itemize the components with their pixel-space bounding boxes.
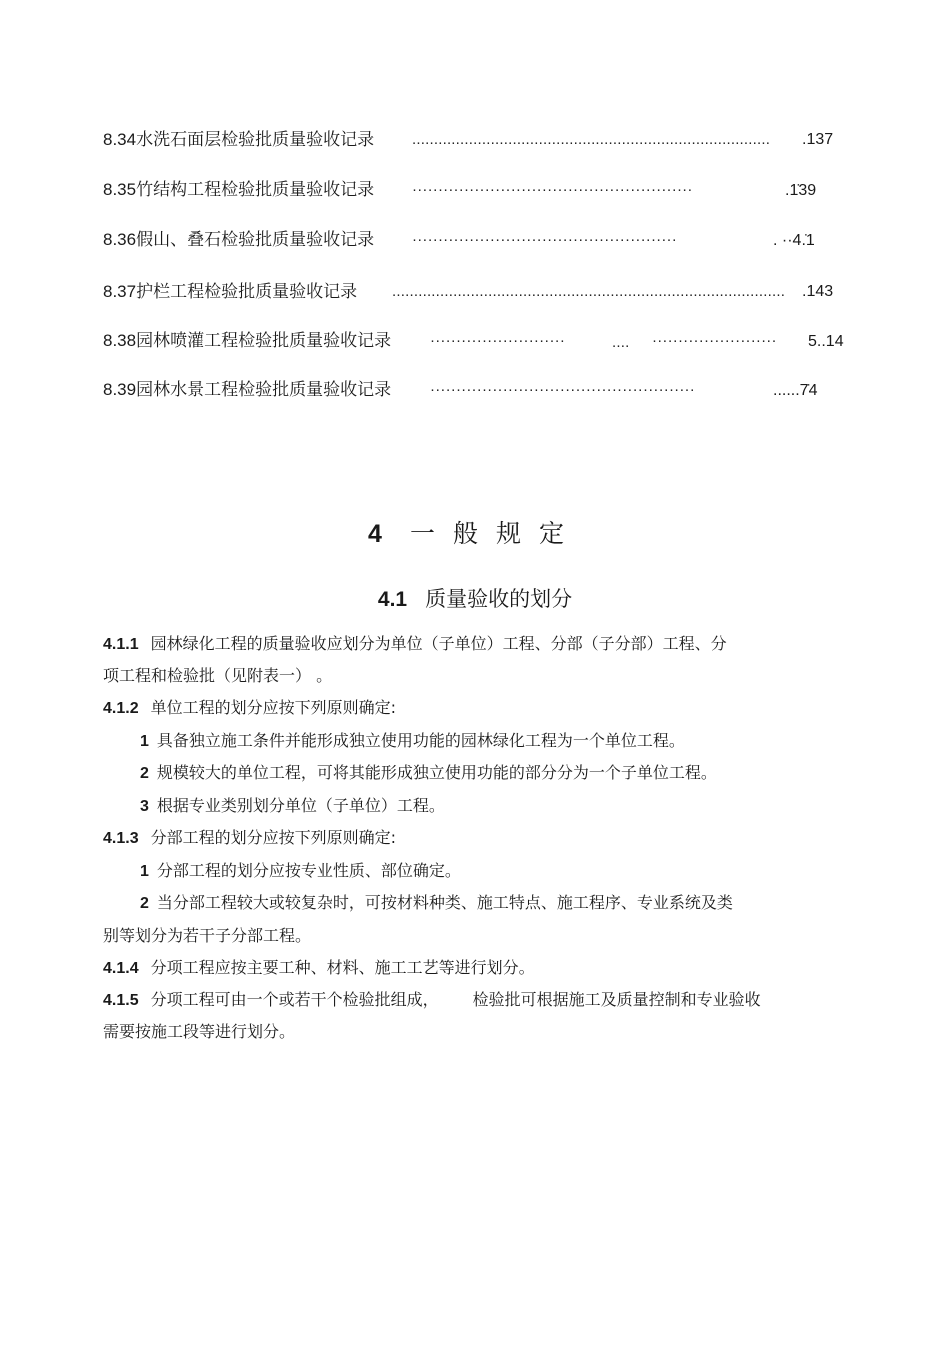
clause-text: 项工程和检验批（见附表一） 。 — [103, 666, 333, 685]
clause-text: 分部工程的划分应按下列原则确定: — [150, 828, 396, 847]
item-text: 当分部工程较大或较复杂时，可按材料种类、施工特点、施工程序、专业系统及类 — [156, 893, 733, 912]
toc-entry-8-34[interactable] — [103, 128, 374, 152]
toc-page-number: .137 — [802, 131, 834, 148]
toc-leader: .................................................................................. — [412, 131, 771, 148]
toc-title: 园林水景工程检验批质量验收记录 — [136, 380, 392, 400]
clause-4-1-3-item-1 — [140, 855, 870, 888]
toc-number: 8.34 — [103, 130, 137, 149]
toc-leader: .......................................................................................... — [392, 283, 786, 300]
item-text: 具备独立施工条件并能形成独立使用功能的园林绿化工程为一个单位工程。 — [156, 731, 685, 750]
item-text: 规模较大的单位工程，可将其能形成独立使用功能的部分分为一个子单位工程。 — [156, 763, 717, 782]
item-number: 1 — [140, 863, 149, 880]
clause-4-1-3-item-2-cont — [103, 920, 833, 952]
clause-4-1-1 — [103, 628, 833, 661]
chapter-title: 一般规定 — [409, 519, 582, 548]
toc-leader-mid: .... — [612, 334, 630, 351]
clause-number: 4.1.5 — [103, 992, 139, 1009]
section-heading — [0, 583, 950, 613]
toc-leader: ·························· — [430, 332, 566, 349]
toc-leader: ··················································· — [430, 381, 695, 398]
toc-entry-8-35[interactable] — [103, 178, 374, 202]
item-text: 根据专业类别划分单位（子单位）工程。 — [156, 796, 445, 815]
toc-page-number: ......7̇4 — [773, 382, 818, 399]
toc-page-number: . ··4.̇1 — [773, 232, 815, 249]
item-text: 分部工程的划分应按专业性质、部位确定。 — [156, 861, 461, 880]
clause-text: 单位工程的划分应按下列原则确定: — [150, 698, 396, 717]
clause-number: 4.1.1 — [103, 636, 139, 653]
toc-number: 8.38 — [103, 331, 137, 350]
toc-leader: ························ — [652, 332, 777, 349]
clause-4-1-2 — [103, 692, 833, 725]
toc-title: 护栏工程检验批质量验收记录 — [136, 282, 358, 302]
clause-4-1-5 — [103, 984, 833, 1017]
toc-entry-8-38[interactable] — [103, 329, 391, 353]
toc-entry-8-36[interactable] — [103, 228, 374, 252]
toc-page-number: .143 — [802, 283, 834, 300]
toc-title: 假山、叠石检验批质量验收记录 — [136, 230, 375, 250]
section-number: 4.1 — [377, 588, 408, 611]
toc-page-number: .1̇39 — [785, 182, 817, 199]
clause-text: 检验批可根据施工及质量控制和专业验收 — [472, 990, 761, 1009]
clause-text: 需要按施工段等进行划分。 — [103, 1022, 296, 1041]
toc-number: 8.39 — [103, 380, 137, 399]
clause-text: 分项工程应按主要工种、材料、施工工艺等进行划分。 — [150, 958, 535, 977]
clause-4-1-2-item-3 — [140, 790, 870, 823]
toc-title: 竹结构工程检验批质量验收记录 — [136, 180, 375, 200]
toc-number: 8.35 — [103, 180, 137, 199]
toc-title: 水洗石面层检验批质量验收记录 — [136, 130, 375, 150]
clause-4-1-4 — [103, 952, 833, 985]
toc-title: 园林喷灌工程检验批质量验收记录 — [136, 331, 392, 351]
item-number: 1 — [140, 733, 149, 750]
section-title: 质量验收的划分 — [425, 587, 573, 611]
item-number: 2 — [140, 895, 149, 912]
clause-4-1-3-item-2 — [140, 887, 870, 920]
clause-4-1-5-cont — [103, 1016, 833, 1048]
chapter-number: 4 — [368, 520, 382, 548]
item-text: 别等划分为若干子分部工程。 — [103, 926, 312, 945]
toc-number: 8.37 — [103, 282, 137, 301]
item-number: 3 — [140, 798, 149, 815]
clause-number: 4.1.4 — [103, 960, 139, 977]
clause-number: 4.1.2 — [103, 700, 139, 717]
clause-4-1-2-item-1 — [140, 725, 870, 758]
clause-number: 4.1.3 — [103, 830, 139, 847]
clause-4-1-3 — [103, 822, 833, 855]
clause-text: 分项工程可由一个或若干个检验批组成， — [150, 990, 439, 1009]
toc-page-number: 5..14 — [808, 333, 844, 350]
chapter-heading — [0, 514, 950, 550]
clause-4-1-2-item-2 — [140, 757, 870, 790]
toc-number: 8.36 — [103, 230, 137, 249]
toc-leader: ··················································· — [412, 231, 677, 248]
item-number: 2 — [140, 765, 149, 782]
clause-4-1-1-cont — [103, 660, 833, 692]
toc-entry-8-37[interactable] — [103, 280, 357, 304]
clause-text: 园林绿化工程的质量验收应划分为单位（子单位）工程、分部（子分部）工程、分 — [150, 634, 727, 653]
toc-entry-8-39[interactable] — [103, 378, 391, 402]
toc-leader: ······················································ — [412, 181, 693, 198]
